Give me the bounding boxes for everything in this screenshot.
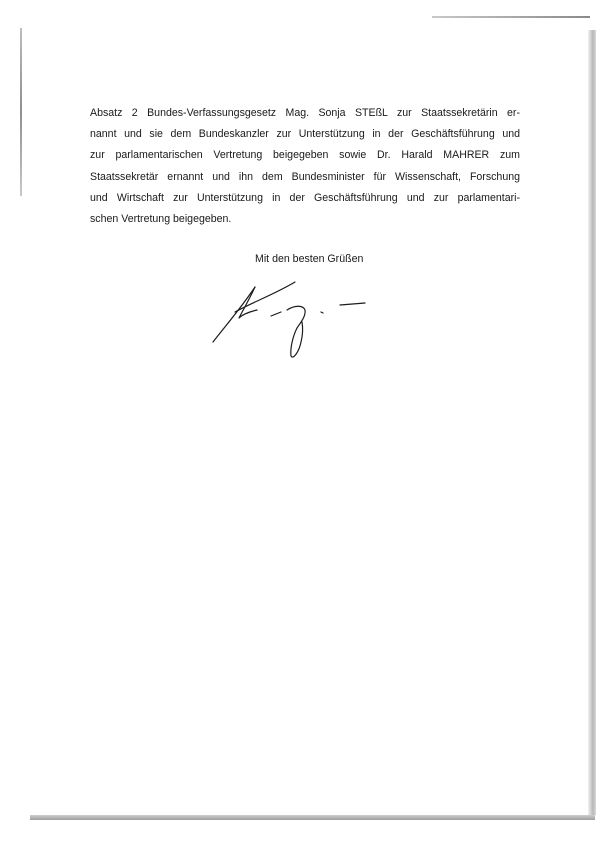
letter-body [90, 103, 520, 230]
body-line: und Wirtschaft zur Unterstützung in der Geschäftsführung und zur parlamentari- [90, 191, 520, 204]
scan-edge-bottom [30, 815, 595, 820]
body-line: Absatz 2 Bundes-Verfassungsgesetz Mag. Sonja STEßL zur Staatssekretärin er- [90, 107, 520, 119]
closing-salutation: Mit den besten Grüßen [255, 253, 364, 265]
scan-edge-right [588, 30, 596, 815]
handwritten-signature [205, 272, 370, 372]
body-line: Staatssekretär ernannt und ihn dem Bundesminister für Wissenschaft, Forschung [90, 170, 520, 183]
scan-edge-left [20, 28, 22, 196]
body-line: schen Vertretung beigegeben. [90, 213, 232, 226]
scan-edge-top [432, 16, 590, 18]
body-line: zur parlamentarischen Vertretung beigegeben sowie Dr. Harald MAHRER zum [90, 149, 520, 162]
body-line: nannt und sie dem Bundeskanzler zur Unterstützung in der Geschäftsführung und [90, 128, 520, 141]
